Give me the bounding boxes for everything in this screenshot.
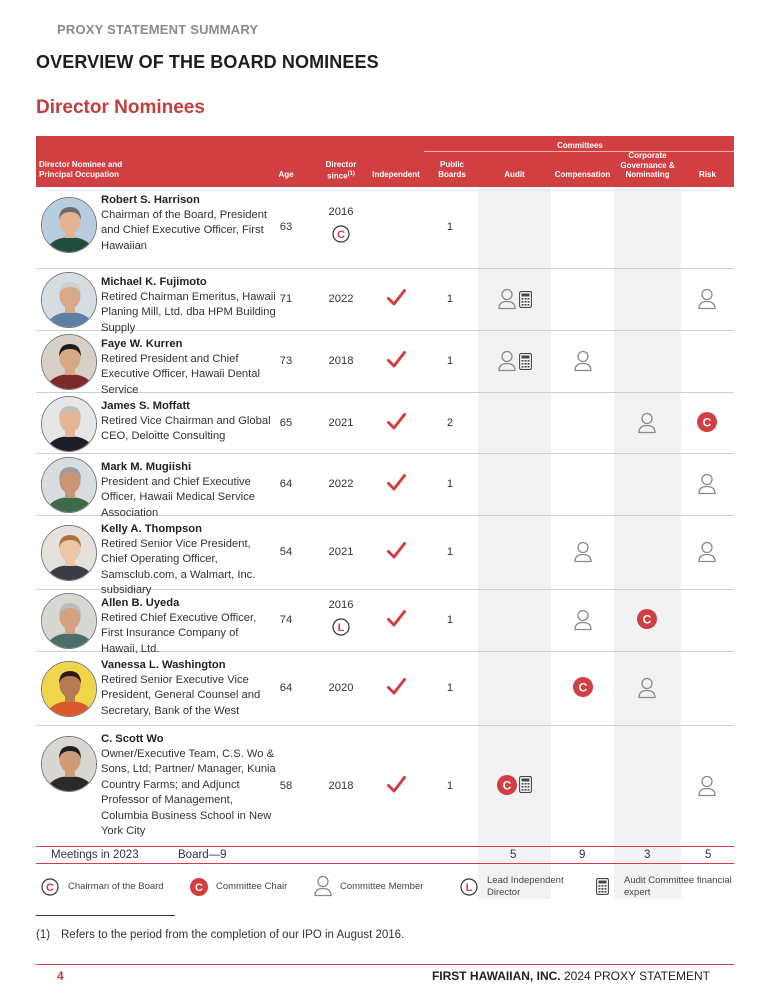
svg-text:L: L xyxy=(465,882,473,894)
nominee-name: Vanessa L. Washington xyxy=(101,659,226,671)
director-photo xyxy=(42,397,97,452)
checkmark-icon xyxy=(387,542,406,559)
nominee-name: C. Scott Wo xyxy=(101,733,164,745)
director-photo-frame xyxy=(41,736,97,792)
footer-title: FIRST HAWAIIAN, INC. 2024 PROXY STATEMENT xyxy=(431,969,710,983)
col-director-since: Director since$^{(1)}$ xyxy=(325,160,357,181)
committee-chair-icon xyxy=(697,412,717,432)
nominee-age: 63 xyxy=(279,221,293,233)
nominee-occupation: Chairman of the Board, President and Chief Executive Officer, First Hawaiian xyxy=(101,209,268,252)
checkmark-icon xyxy=(387,474,406,491)
committee-chair-icon xyxy=(637,609,657,629)
director-since: 2022 xyxy=(328,478,354,490)
public-boards: 1 xyxy=(446,546,454,558)
director-photo xyxy=(42,335,97,390)
calculator-icon xyxy=(519,776,532,793)
audit-cell xyxy=(474,350,554,374)
section-subtitle: Director Nominees xyxy=(36,97,205,118)
director-since: 2022 xyxy=(328,293,354,305)
nominee-occupation: Retired Chief Executive Officer, First Insurance Company of Hawaii, Ltd. xyxy=(101,612,257,655)
meetings-compensation: 9 xyxy=(579,849,586,861)
checkmark-icon xyxy=(387,678,406,695)
nominee-row xyxy=(36,726,734,847)
committee-member-icon xyxy=(697,473,717,495)
meetings-cgn: 3 xyxy=(644,849,651,861)
director-photo xyxy=(42,458,97,513)
svg-text:C: C xyxy=(195,882,203,894)
public-boards: 2 xyxy=(446,416,454,429)
nominee-age: 65 xyxy=(279,416,293,429)
lead-director-icon xyxy=(460,878,478,896)
col-independent: Independent xyxy=(372,170,420,179)
public-boards: 1 xyxy=(446,682,454,694)
committee-member-icon xyxy=(313,875,333,897)
nominee-name: Allen B. Uyeda xyxy=(101,597,180,609)
director-photo-frame xyxy=(41,197,97,253)
since-badge xyxy=(332,618,350,641)
calculator-icon xyxy=(519,291,532,308)
committee-member-icon xyxy=(697,775,717,797)
nominee-row xyxy=(36,516,734,597)
director-since: 2021 xyxy=(328,546,354,558)
nominee-age: 54 xyxy=(279,546,293,558)
risk-cell xyxy=(667,288,747,312)
committee-chair-icon xyxy=(497,775,517,795)
page-number: 4 xyxy=(57,969,64,983)
svg-text:C: C xyxy=(578,680,588,695)
director-photo xyxy=(42,737,97,792)
compensation-cell xyxy=(543,350,623,374)
nominee-name: Kelly A. Thompson xyxy=(101,523,202,535)
committee-member-icon xyxy=(697,288,717,310)
legend xyxy=(0,873,768,903)
director-photo-frame xyxy=(41,334,97,390)
legend-member: Committee Member xyxy=(340,881,424,892)
checkmark-icon xyxy=(387,289,406,306)
footnote-rule xyxy=(36,915,175,916)
nominee-occupation: Retired Chairman Emeritus, Hawaii Planing Mill, Ltd. dba HPM Building Supply xyxy=(101,291,276,334)
legend-lead: Lead Independent Director xyxy=(487,875,564,898)
director-photo xyxy=(42,273,97,328)
svg-text:C: C xyxy=(337,229,345,241)
director-since: 2018 xyxy=(328,779,354,792)
meetings-row xyxy=(36,847,734,864)
calculator-icon xyxy=(596,878,609,895)
public-boards: 1 xyxy=(446,779,454,792)
nominee-row xyxy=(36,269,734,334)
table-header xyxy=(36,136,734,187)
meetings-audit: 5 xyxy=(510,849,517,861)
legend-chair: Committee Chair xyxy=(216,881,288,892)
col-audit: Audit xyxy=(504,170,525,179)
director-photo-frame xyxy=(41,272,97,328)
nominee-name: James S. Moffatt xyxy=(101,400,190,412)
nominee-age: 58 xyxy=(279,779,293,792)
footnote: (1) Refers to the period from the completion of our IPO in August 2016. xyxy=(36,929,405,941)
nominee-occupation: Owner/Executive Team, C.S. Wo & Sons, Ltd; Partner/ Manager, Kunia Country Farms; and Adjunct Professor of Management, Columbia Business School in New York City xyxy=(101,748,276,838)
nominee-occupation: Retired Vice Chairman and Global CEO, Deloitte Consulting xyxy=(101,415,271,443)
calculator-icon xyxy=(519,353,532,370)
col-public-boards: Public Boards xyxy=(438,160,466,179)
chairman-badge-icon xyxy=(41,878,59,896)
director-photo xyxy=(42,526,97,581)
public-boards: 1 xyxy=(446,355,454,367)
nominee-name: Faye W. Kurren xyxy=(101,338,183,350)
director-since: 2016 xyxy=(328,206,354,218)
col-age: Age xyxy=(278,170,294,179)
committee-chair-icon xyxy=(190,878,208,896)
director-photo-frame xyxy=(41,593,97,649)
committee-member-icon xyxy=(637,677,657,699)
director-photo xyxy=(42,662,97,717)
director-photo-frame xyxy=(41,457,97,513)
meetings-board: Board—9 xyxy=(178,849,227,861)
svg-text:C: C xyxy=(502,777,511,792)
page-title: OVERVIEW OF THE BOARD NOMINEES xyxy=(36,52,379,72)
risk-cell xyxy=(667,473,747,497)
svg-text:C: C xyxy=(702,414,712,429)
svg-text:C: C xyxy=(46,882,54,894)
public-boards: 1 xyxy=(446,293,454,305)
cgn-cell xyxy=(607,609,687,633)
meetings-label: Meetings in 2023 xyxy=(51,849,139,861)
nominee-age: 64 xyxy=(279,682,293,694)
nominee-name: Michael K. Fujimoto xyxy=(101,276,207,288)
nominee-row xyxy=(36,393,734,454)
risk-cell xyxy=(667,412,747,436)
committees-header: Committees xyxy=(557,141,603,150)
committee-member-icon xyxy=(697,541,717,563)
chairman-badge-icon xyxy=(332,225,350,243)
director-since: 2018 xyxy=(328,355,354,367)
col-risk: Risk xyxy=(699,170,716,179)
nominee-name: Robert S. Harrison xyxy=(101,194,200,206)
nominee-age: 64 xyxy=(279,478,293,490)
cgn-cell xyxy=(607,677,687,701)
public-boards: 1 xyxy=(446,221,454,233)
nominee-occupation: Retired President and Chief Executive Officer, Hawaii Dental Service xyxy=(101,353,260,396)
nominee-occupation: Retired Senior Executive Vice President, General Counsel and Secretary, Bank of the West xyxy=(101,674,261,717)
committee-member-icon xyxy=(573,541,593,563)
public-boards: 1 xyxy=(446,478,454,490)
nominee-age: 73 xyxy=(279,355,293,367)
checkmark-icon xyxy=(387,610,406,627)
director-since: 2020 xyxy=(328,682,354,694)
director-since: 2016 xyxy=(328,599,354,611)
checkmark-icon xyxy=(387,413,406,430)
risk-cell xyxy=(667,541,747,565)
director-photo xyxy=(42,594,97,649)
director-since: 2021 xyxy=(328,416,354,429)
director-photo-frame xyxy=(41,396,97,452)
director-photo xyxy=(42,198,97,253)
compensation-cell xyxy=(543,541,623,565)
risk-cell xyxy=(667,775,747,799)
legend-chairman: Chairman of the Board xyxy=(68,881,164,892)
checkmark-icon xyxy=(387,776,406,793)
svg-text:L: L xyxy=(337,622,345,634)
committee-member-icon xyxy=(637,412,657,434)
col-cgn: Corporate Governance & Nominating xyxy=(620,151,675,179)
committee-member-icon xyxy=(573,350,593,372)
nominee-row xyxy=(36,187,734,269)
col-compensation: Compensation xyxy=(554,170,611,179)
meetings-risk: 5 xyxy=(705,849,712,861)
director-nominees-table xyxy=(36,136,734,861)
section-label: PROXY STATEMENT SUMMARY xyxy=(57,22,259,37)
lead-director-icon xyxy=(332,618,350,636)
footer-rule xyxy=(36,964,734,965)
director-photo-frame xyxy=(41,525,97,581)
checkmark-icon xyxy=(387,351,406,368)
col-nominee: Director Nominee and Principal Occupation xyxy=(39,160,123,179)
audit-cell xyxy=(474,288,554,312)
nominee-row xyxy=(36,590,734,655)
committees-divider xyxy=(424,151,734,152)
nominee-age: 71 xyxy=(279,293,293,305)
committee-chair-icon xyxy=(573,677,593,697)
audit-cell xyxy=(474,775,554,799)
nominee-row xyxy=(36,331,734,396)
director-photo-frame xyxy=(41,661,97,717)
nominee-occupation: Retired Senior Vice President, Chief Operating Officer, Samsclub.com, a Walmart, Inc. subsidiary xyxy=(101,538,256,597)
nominee-occupation: President and Chief Executive Officer, Hawaii Medical Service Association xyxy=(101,476,255,519)
nominee-age: 74 xyxy=(279,614,293,626)
nominee-name: Mark M. Mugiishi xyxy=(101,461,192,473)
public-boards: 1 xyxy=(446,614,454,626)
legend-expert: Audit Committee financial expert xyxy=(624,875,732,898)
committee-member-icon xyxy=(573,609,593,631)
svg-text:C: C xyxy=(642,612,652,627)
since-badge xyxy=(332,225,350,248)
nominee-row xyxy=(36,454,734,519)
nominee-row xyxy=(36,652,734,726)
committee-member-icon xyxy=(497,288,517,310)
committee-member-icon xyxy=(497,350,517,372)
